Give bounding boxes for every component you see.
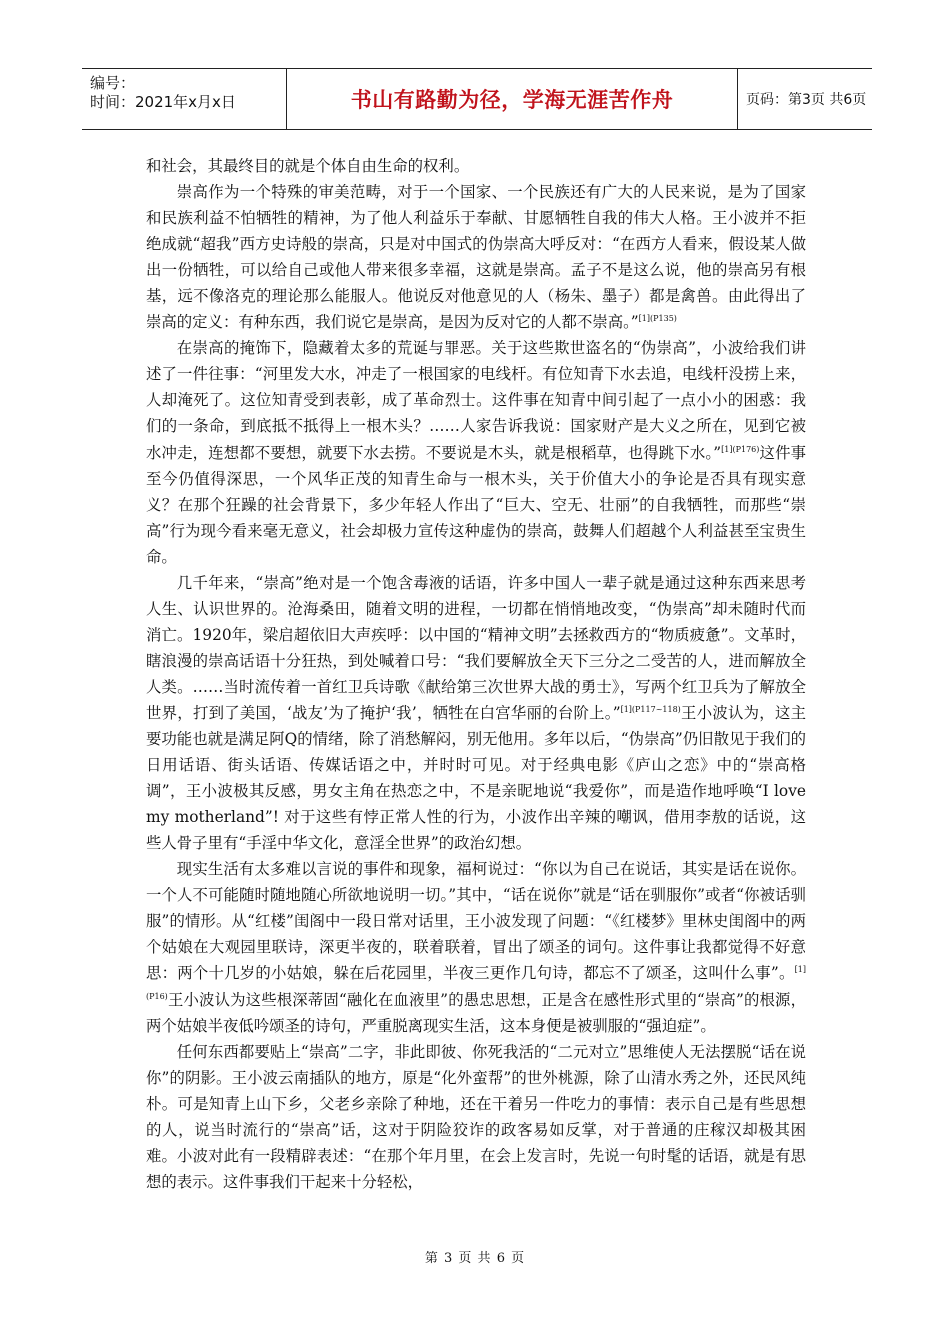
document-number: 编号： [90, 74, 136, 92]
header-motto-cell [287, 69, 738, 129]
header-page-info: 页码：第3页 共6页 [746, 92, 867, 108]
paragraph-1 [146, 153, 806, 179]
header-page-cell [738, 69, 872, 129]
citation-ref: [1](P117~118) [620, 704, 681, 714]
header-meta [82, 69, 287, 129]
paragraph-2 [146, 179, 806, 335]
paragraph-text-continued: 王小波认为，这主要功能也就是满足阿Q的情绪，除了消愁解闷，别无他用。多年以后，“伪崇高”仍旧散见于我们的日用话语、街头话语、传媒话语之中，并时时可见。对于经典电影《庐山之恋》中的“崇高格调”，王小波极其反感，男女主角在热恋之中，不是亲昵地说“我爱你”，而是造作地呼唤“I love my motherland”! 对于这些有悖正常人性的行为，小波作出辛辣的嘲讽，借用李敖的话说，这些人骨子里有“手淫中华文化，意淫全世界”的政治幻想。 [146, 703, 806, 853]
paragraph-text-continued: 王小波认为这些根深蒂固“融化在血液里”的愚忠思想，正是含在感性形式里的“崇高”的根源，两个姑娘半夜低吟颂圣的诗句，严重脱离现实生活，这本身便是被驯服的“强迫症”。 [146, 990, 806, 1035]
document-body [146, 153, 806, 1195]
paragraph-text-continued: 这件事至今仍值得深思，一个风华正茂的知青生命与一根木头，关于价值大小的争论是否具有现实意义？在那个狂躁的社会背景下，多少年轻人作出了“巨大、空无、壮丽”的自我牺牲，而那些“崇高”行为现今看来毫无意义，社会却极力宣传这种虚伪的崇高，鼓舞人们超越个人利益甚至宝贵生命。 [146, 443, 806, 566]
header-motto: 书山有路勤为径，学海无涯苦作舟 [350, 88, 674, 112]
citation-ref: [1](P176) [721, 444, 760, 454]
page-footer: 第 3 页 共 6 页 [424, 1251, 526, 1266]
paragraph-5 [146, 856, 806, 1038]
paragraph-text: 现实生活有太多难以言说的事件和现象，福柯说过：“你以为自己在说话，其实是话在说你。一个人不可能随时随地随心所欲地说明一切。”其中，“话在说你”就是“话在驯服你”或者“你被话驯服”的情形。从“红楼”闺阁中一段日常对话里，王小波发现了问题：“《红楼梦》里林史闺阁中的两个姑娘在大观园里联诗，深更半夜的，联着联着，冒出了颂圣的词句。这件事让我都觉得不好意思：两个十几岁的小姑娘，躲在后花园里，半夜三更作几句诗，都忘不了颂圣，这叫什么事”。 [146, 860, 806, 983]
document-time: 时间：2021年x月x日 [90, 93, 236, 111]
paragraph-4 [146, 570, 806, 857]
citation-ref: [1](P135) [638, 314, 677, 324]
paragraph-text: 在崇高的掩饰下，隐藏着太多的荒诞与罪恶。关于这些欺世盗名的“伪崇高”，小波给我们讲述了一件往事：“河里发大水，冲走了一根国家的电线杆。有位知青下水去追，电线杆没捞上来，人却淹死了。这位知青受到表彰，成了革命烈士。这件事在知青中间引起了一点小小的困惑：我们的一条命，到底抵不抵得上一根木头？……人家告诉我说：国家财产是大义之所在，见到它被水冲走，连想都不要想，就要下水去捞。不要说是木头，就是根稻草，也得跳下水。” [146, 339, 806, 462]
paragraph-text: 和社会，其最终目的就是个体自由生命的权利。 [146, 157, 470, 175]
paragraph-3 [146, 335, 806, 569]
citation-ref: [1](P16) [146, 965, 806, 1001]
paragraph-text: 几千年来，“崇高”绝对是一个饱含毒液的话语，许多中国人一辈子就是通过这种东西来思考人生、认识世界的。沧海桑田，随着文明的进程，一切都在悄悄地改变，“伪崇高”却未随时代而消亡。1920年，梁启超依旧大声疾呼：以中国的“精神文明”去拯救西方的“物质疲惫”。文革时，瞎浪漫的崇高话语十分狂热，到处喊着口号：“我们要解放全天下三分之二受苦的人，进而解放全人类。……当时流传着一首红卫兵诗歌《献给第三次世界大战的勇士》，写两个红卫兵为了解放全世界，打到了美国，‘战友’为了掩护‘我’，牺牲在白宫华丽的台阶上。” [146, 573, 806, 722]
paragraph-6 [146, 1039, 806, 1195]
paragraph-text: 崇高作为一个特殊的审美范畴，对于一个国家、一个民族还有广大的人民来说，是为了国家和民族利益不怕牺牲的精神，为了他人利益乐于奉献、甘愿牺牲自我的伟大人格。王小波并不拒绝成就“超我”西方史诗般的崇高，只是对中国式的伪崇高大呼反对：“在西方人看来，假设某人做出一份牺牲，可以给自己或他人带来很多幸福，这就是崇高。孟子不是这么说，他的崇高另有根基，远不像洛克的理论那么能服人。他说反对他意见的人（杨朱、墨子）都是禽兽。由此得出了崇高的定义：有种东西，我们说它是崇高，是因为反对它的人都不崇高。” [146, 183, 806, 332]
paragraph-text: 任何东西都要贴上“崇高”二字，非此即彼、你死我活的“二元对立”思维使人无法摆脱“话在说你”的阴影。王小波云南插队的地方，原是“化外蛮帮”的世外桃源，除了山清水秀之外，还民风纯朴。可是知青上山下乡，父老乡亲除了种地，还在干着另一件吃力的事情：表示自己是有些思想的人，说当时流行的“崇高”话，这对于阴险狡诈的政客易如反掌，对于普通的庄稼汉却极其困难。小波对此有一段精辟表述：“在那个年月里，在会上发言时，先说一句时髦的话语，就是有思想的表示。这件事我们干起来十分轻松， [146, 1042, 806, 1191]
page-header [82, 68, 872, 130]
